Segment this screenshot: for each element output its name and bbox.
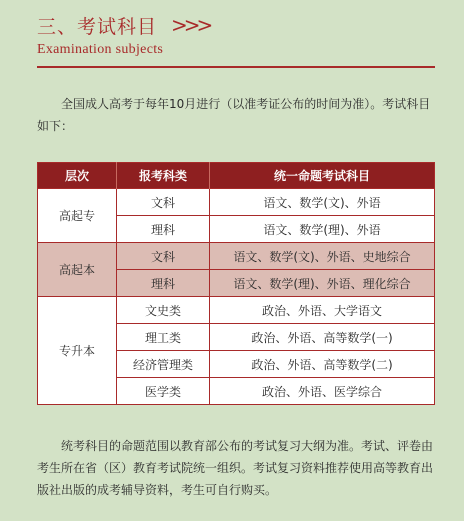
section-title: 三、考试科目 xyxy=(37,15,158,38)
chevron-right-icon: >>> xyxy=(171,13,210,37)
category-cell: 文科 xyxy=(117,243,210,270)
outro-paragraph: 统考科目的命题范围以教育部公布的考试复习大纲为准。考试、评卷由考生所在省（区）教育考试院统一组织。考试复习资料推荐使用高等教育出版社出版的成考辅导资料，考生可自行购买。 xyxy=(37,439,434,497)
header-category: 报考科类 xyxy=(117,163,210,189)
intro-paragraph: 全国成人高考于每年10月进行（以准考证公布的时间为准）。考试科目如下： xyxy=(37,97,431,133)
section-subtitle: Examination subjects xyxy=(37,42,164,57)
subjects-cell: 语文、数学(理)、外语 xyxy=(210,216,435,243)
table-row xyxy=(38,243,435,270)
category-cell: 文科 xyxy=(117,189,210,216)
subjects-cell: 语文、数学(理)、外语、理化综合 xyxy=(210,270,435,297)
level-cell: 高起专 xyxy=(38,189,117,243)
title-row xyxy=(37,11,437,39)
table-row xyxy=(38,189,435,216)
header-level: 层次 xyxy=(38,163,117,189)
category-cell: 医学类 xyxy=(117,378,210,405)
level-cell: 专升本 xyxy=(38,297,117,405)
level-cell: 高起本 xyxy=(38,243,117,297)
subjects-cell: 政治、外语、大学语文 xyxy=(210,297,435,324)
subjects-cell: 语文、数学(文)、外语 xyxy=(210,189,435,216)
table-row xyxy=(38,297,435,324)
subjects-cell: 政治、外语、医学综合 xyxy=(210,378,435,405)
category-cell: 经济管理类 xyxy=(117,351,210,378)
subjects-cell: 政治、外语、高等数学(一) xyxy=(210,324,435,351)
divider xyxy=(37,66,435,68)
section-header xyxy=(37,11,437,58)
table-header-row xyxy=(38,163,435,189)
category-cell: 文史类 xyxy=(117,297,210,324)
category-cell: 理科 xyxy=(117,216,210,243)
header-subjects: 统一命题考试科目 xyxy=(210,163,435,189)
category-cell: 理工类 xyxy=(117,324,210,351)
category-cell: 理科 xyxy=(117,270,210,297)
subjects-table xyxy=(37,162,435,405)
subjects-cell: 语文、数学(文)、外语、史地综合 xyxy=(210,243,435,270)
subjects-cell: 政治、外语、高等数学(二) xyxy=(210,351,435,378)
